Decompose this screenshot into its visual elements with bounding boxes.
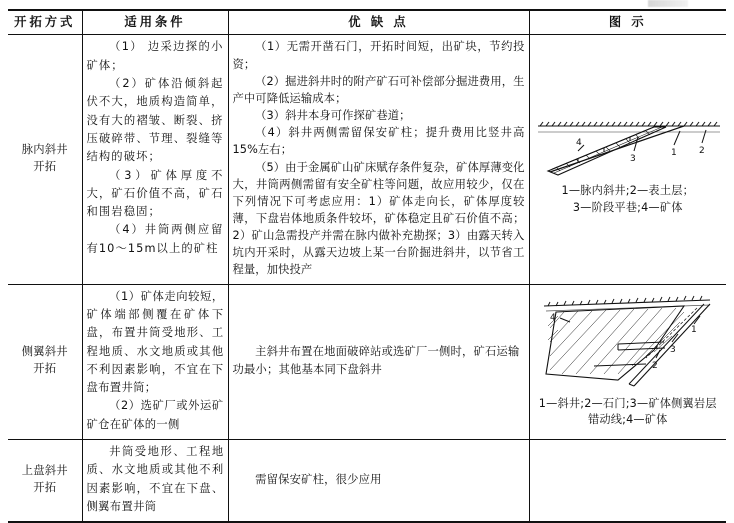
cell-conditions-3 xyxy=(82,440,228,523)
cell-method-3 xyxy=(8,440,82,523)
pros-cons-item: （4）斜井两侧需留保安矿柱；提升费用比竖井高15%左右； xyxy=(232,126,525,157)
column-header-pros-cons: 优 缺 点 xyxy=(228,10,529,35)
flank-incline-shaft-diagram xyxy=(534,294,724,394)
cell-conditions-1 xyxy=(82,35,228,284)
pros-cons-item: （1）无需开凿石门，开拓时间短，出矿块，节约投资； xyxy=(232,40,525,71)
figure-caption-2 xyxy=(534,396,723,428)
cell-conditions-2 xyxy=(82,284,228,439)
pros-cons-item: （5）由于金属矿山矿床赋存条件复杂，矿体厚薄变化大，井筒两侧需留有安全矿柱等问题，故应用较少，仅在下列情况下可考虑应用：1）矿体走向长，矿体厚度较薄，下盘岩体地质条件较坏，矿体稳定且矿石价值不高；2）矿山急需投产并需在脉内做补充勘探；3）由露天转入坑内开采时，从露天边坡上某一台阶掘进斜井，以节省工程量，加快投产 xyxy=(232,160,525,277)
figure-label-3: 3 xyxy=(669,344,676,355)
condition-item: （4）井筒两侧应留有10～15m以上的矿柱 xyxy=(86,223,224,255)
figure-caption-1 xyxy=(534,183,723,215)
cell-method-1 xyxy=(8,35,82,284)
column-header-figure: 图 示 xyxy=(529,10,726,35)
cell-figure-2 xyxy=(529,284,726,439)
cell-pros-cons-1 xyxy=(228,35,529,284)
cell-method-2 xyxy=(8,284,82,439)
table-row xyxy=(8,440,726,523)
scan-artifact xyxy=(648,0,688,7)
condition-item: （2）选矿厂或外运矿矿仓在矿体的一侧 xyxy=(86,399,224,431)
figure-label-4: 4 xyxy=(549,312,556,323)
condition-item: （2）矿体沿倾斜起伏不大，地质构造简单，没有大的褶皱、断裂、挤压破碎带、节理、裂缝等结构的破坏； xyxy=(86,77,224,164)
figure-caption-line: 1—脉内斜井;2—表土层； xyxy=(561,184,694,198)
condition-item: （1） 边采边探的小矿体； xyxy=(86,40,224,72)
table-header-row xyxy=(8,10,726,35)
figure-label-2: 2 xyxy=(698,146,705,157)
figure-caption-line: 错动线;4—矿体 xyxy=(587,412,668,426)
column-header-method: 开拓方式 xyxy=(8,10,82,35)
mining-development-methods-table xyxy=(8,9,726,523)
pros-cons-item: 主斜井布置在地面破碎站或选矿厂一侧时，矿石运输功最小；其他基本同下盘斜井 xyxy=(232,345,520,376)
method-label-1: 脉内斜井 开拓 xyxy=(21,142,68,173)
figure-label-1: 1 xyxy=(690,324,697,335)
pros-cons-item: （2）掘进斜井时的附产矿石可补偿部分掘进费用，生产中可降低运输成本； xyxy=(232,74,525,105)
condition-item: 井筒受地形、工程地质、水文地质或其他不利因素影响，不宜在下盘、侧翼布置井筒 xyxy=(86,445,224,513)
method-label-2: 侧翼斜井 开拓 xyxy=(21,344,68,375)
table-row xyxy=(8,35,726,284)
cell-pros-cons-3 xyxy=(228,440,529,523)
figure-label-2: 2 xyxy=(651,360,658,371)
table-row xyxy=(8,284,726,439)
pros-cons-item: 需留保安矿柱，很少应用 xyxy=(255,472,382,486)
column-header-conditions: 适用条件 xyxy=(82,10,228,35)
cell-figure-3 xyxy=(529,440,726,523)
figure-caption-line: 3—阶段平巷;4—矿体 xyxy=(572,200,683,214)
condition-item: （1）矿体走向较短，矿体端部侧覆在矿体下盘，布置井筒受地形、工程地质、水文地质或其他不利因素影响，不宜在下盘布置井筒； xyxy=(86,289,224,395)
figure-label-3: 3 xyxy=(629,154,636,165)
figure-label-1: 1 xyxy=(670,148,677,159)
figure-label-4: 4 xyxy=(575,138,582,149)
pros-cons-item: （3）斜井本身可作探矿巷道； xyxy=(255,109,411,123)
condition-item: （3）矿体厚度不大，矿石价值不高，矿石和围岩稳固； xyxy=(86,168,224,219)
cell-pros-cons-2 xyxy=(228,284,529,439)
figure-caption-line: 1—斜井;2—石门;3—矿体侧翼岩层 xyxy=(538,396,717,410)
cell-figure-1 xyxy=(529,35,726,284)
method-label-3: 上盘斜井 开拓 xyxy=(21,463,68,494)
incline-shaft-in-vein-diagram xyxy=(534,101,724,181)
